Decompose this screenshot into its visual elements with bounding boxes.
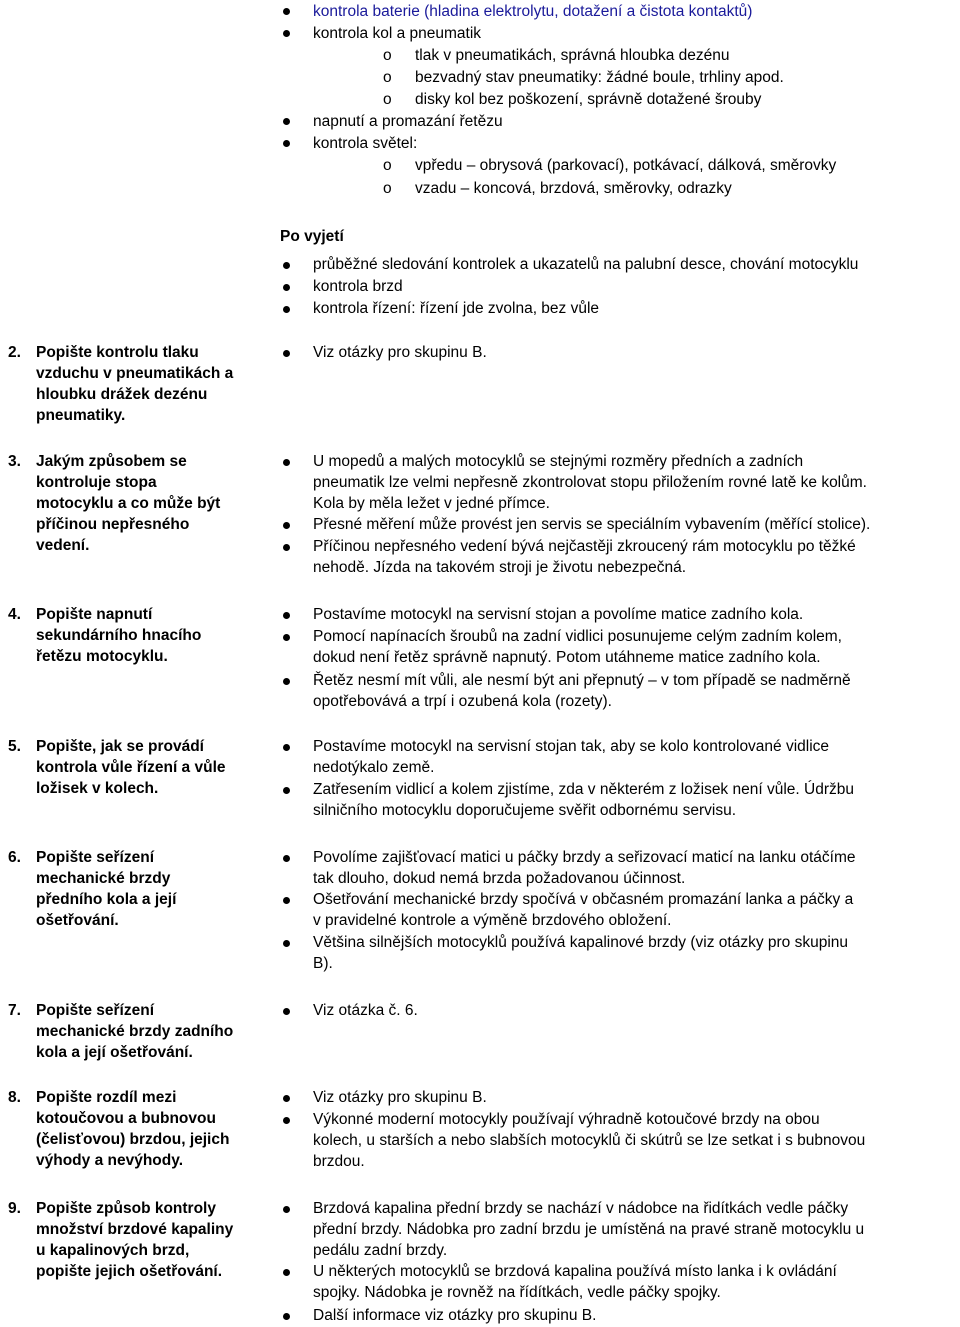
bullet-icon: [283, 1206, 290, 1213]
question-number: 8.: [8, 1089, 21, 1106]
after-ride-item: kontrola řízení: řízení jde zvolna, bez vůle: [313, 300, 600, 317]
after-ride-item: průběžné sledování kontrolek a ukazatelů na palubní desce, chování motocyklu: [313, 256, 859, 273]
question-text-line: Popište napnutí: [36, 606, 153, 623]
sub-bullet-icon: o: [383, 47, 392, 64]
lights-item: kontrola světel:: [313, 135, 418, 152]
question-text-line: motocyklu a co může být: [36, 495, 221, 512]
intro-bullet: kontrola baterie (hladina elektrolytu, dotažení a čistota kontaktů): [313, 3, 753, 20]
bullet-icon: [283, 350, 290, 357]
question-text-line: (čelisťovou) brzdou, jejich: [36, 1131, 230, 1148]
answer-text-line: B).: [313, 955, 333, 972]
question-text-line: Popište seřízení: [36, 849, 155, 866]
after-ride-item: kontrola brzd: [313, 278, 403, 295]
light-sub-item: vpředu – obrysová (parkovací), potkávací, dálková, směrovky: [415, 157, 837, 174]
answer-text-line: Postavíme motocykl na servisní stojan a povolíme matice zadního kola.: [313, 606, 804, 623]
question-text-line: u kapalinových brzd,: [36, 1242, 190, 1259]
answer-text-line: v pravidelné kontrole a výměně brzdového obložení.: [313, 912, 672, 929]
question-number: 4.: [8, 606, 21, 623]
answer-text-line: Příčinou nepřesného vedení bývá nejčastěji zkroucený rám motocyklu po těžké: [313, 538, 856, 555]
bullet-icon: [283, 612, 290, 619]
question-text-line: množství brzdové kapaliny: [36, 1221, 234, 1238]
question-text-line: Popište způsob kontroly: [36, 1200, 216, 1217]
answer-text-line: U některých motocyklů se brzdová kapalina používá místo lanka i k ovládání: [313, 1263, 837, 1280]
bullet-icon: [283, 855, 290, 862]
bullet-icon: [283, 744, 290, 751]
question-text-line: Popište rozdíl mezi: [36, 1089, 177, 1106]
tire-sub-item: disky kol bez poškození, správně dotažené šrouby: [415, 91, 762, 108]
answer-text-line: Viz otázky pro skupinu B.: [313, 1089, 487, 1106]
answer-text-line: opotřebovává a trpí i ozubená kola (rozety).: [313, 693, 612, 710]
question-text-line: Popište seřízení: [36, 1002, 155, 1019]
bullet-icon: [283, 1117, 290, 1124]
answer-text-line: Brzdová kapalina přední brzdy se nachází v nádobce na řidítkách vedle páčky: [313, 1200, 849, 1217]
sub-bullet-icon: o: [383, 91, 392, 108]
bullet-icon: [283, 459, 290, 466]
answer-text-line: Většina silnějších motocyklů používá kapalinové brzdy (viz otázky pro skupinu: [313, 934, 849, 951]
question-text-line: kola a její ošetřování.: [36, 1044, 193, 1061]
question-number: 6.: [8, 849, 21, 866]
question-text-line: hloubku drážek dezénu: [36, 386, 208, 403]
question-text-line: popište jejich ošetřování.: [36, 1263, 223, 1280]
sub-bullet-icon: o: [383, 180, 392, 197]
intro-bullet: kontrola kol a pneumatik: [313, 25, 482, 42]
answer-text-line: Ošetřování mechanické brzdy spočívá v občasném promazání lanka a páčky a: [313, 891, 854, 908]
answer-text-line: pedálu zadní brzdy.: [313, 1242, 448, 1259]
question-text-line: řetězu motocyklu.: [36, 648, 168, 665]
answer-text-line: Přesné měření může provést jen servis se speciálním vybavením (měřící stolice).: [313, 516, 871, 533]
question-text-line: vzduchu v pneumatikách a: [36, 365, 234, 382]
tire-sub-item: bezvadný stav pneumatiky: žádné boule, trhliny apod.: [415, 69, 784, 86]
bullet-icon: [283, 897, 290, 904]
bullet-icon: [283, 787, 290, 794]
question-text-line: kontroluje stopa: [36, 474, 157, 491]
bullet-icon: [283, 30, 290, 37]
bullet-icon: [283, 544, 290, 551]
question-text-line: kontrola vůle řízení a vůle: [36, 759, 226, 776]
question-text-line: ložisek v kolech.: [36, 780, 159, 797]
answer-text-line: U mopedů a malých motocyklů se stejnými rozměry předních a zadních: [313, 453, 804, 470]
question-text-line: kotoučovou a bubnovou: [36, 1110, 216, 1127]
bullet-icon: [283, 678, 290, 685]
answer-text-line: Řetěz nesmí mít vůli, ale nesmí být ani přepnutý – v tom případě se nadměrně: [313, 672, 851, 689]
question-text-line: vedení.: [36, 537, 90, 554]
question-text-line: příčinou nepřesného: [36, 516, 190, 533]
after-ride-heading: Po vyjetí: [280, 228, 344, 245]
answer-text-line: Další informace viz otázky pro skupinu B.: [313, 1307, 597, 1324]
answer-text-line: nehodě. Jízda na takovém stroji je životu nebezpečná.: [313, 559, 687, 576]
question-number: 9.: [8, 1200, 21, 1217]
answer-text-line: přední brzdy. Nádobka pro zadní brzdu je umístěná na pravé straně motocyklu u: [313, 1221, 865, 1238]
answer-text-line: Výkonné moderní motocykly používají výhradně kotoučové brzdy na obou: [313, 1111, 820, 1128]
tire-sub-item: tlak v pneumatikách, správná hloubka dezénu: [415, 47, 730, 64]
question-text-line: výhody a nevýhody.: [36, 1152, 184, 1169]
answer-text-line: kolech, u starších a nebo slabších motocyklů či skútrů se lze setkat i s bubnovou: [313, 1132, 866, 1149]
sub-bullet-icon: o: [383, 157, 392, 174]
bullet-icon: [283, 262, 290, 269]
question-text-line: předního kola a její: [36, 891, 177, 908]
question-text-line: Jakým způsobem se: [36, 453, 187, 470]
bullet-icon: [283, 8, 290, 15]
question-text-line: sekundárního hnacího: [36, 627, 202, 644]
answer-text-line: tak dlouho, dokud nemá brzda požadovanou účinnost.: [313, 870, 686, 887]
sub-bullet-icon: o: [383, 69, 392, 86]
question-text-line: pneumatiky.: [36, 407, 126, 424]
bullet-icon: [283, 284, 290, 291]
answer-text-line: spojky. Nádobka je rovněž na řídítkách, vedle páčky spojky.: [313, 1284, 721, 1301]
answer-text-line: Pomocí napínacích šroubů na zadní vidlici posunujeme celým zadním kolem,: [313, 628, 842, 645]
bullet-icon: [283, 1008, 290, 1015]
answer-text-line: Kola by měla ležet v jedné přímce.: [313, 495, 550, 512]
answer-text-line: silničního motocyklu doporučujeme svěřit odbornému servisu.: [313, 802, 737, 819]
bullet-icon: [283, 1269, 290, 1276]
chain-item: napnutí a promazání řetězu: [313, 113, 503, 130]
answer-text-line: Viz otázky pro skupinu B.: [313, 344, 487, 361]
answer-text-line: Viz otázka č. 6.: [313, 1002, 418, 1019]
question-text-line: ošetřování.: [36, 912, 119, 929]
bullet-icon: [283, 522, 290, 529]
question-text-line: mechanické brzdy zadního: [36, 1023, 234, 1040]
bullet-icon: [283, 940, 290, 947]
answer-text-line: Povolíme zajišťovací matici u páčky brzdy a seřizovací maticí na lanku otáčíme: [313, 849, 856, 866]
question-number: 2.: [8, 344, 21, 361]
question-text-line: Popište kontrolu tlaku: [36, 344, 199, 361]
answer-text-line: Postavíme motocykl na servisní stojan tak, aby se kolo kontrolované vidlice: [313, 738, 830, 755]
bullet-icon: [283, 140, 290, 147]
bullet-icon: [283, 634, 290, 641]
light-sub-item: vzadu – koncová, brzdová, směrovky, odrazky: [415, 180, 732, 197]
question-text-line: Popište, jak se provádí: [36, 738, 204, 755]
bullet-icon: [283, 118, 290, 125]
answer-text-line: Zatřesením vidlicí a kolem zjistíme, zda v některém z ložisek není vůle. Údržbu: [313, 781, 854, 798]
answer-text-line: dokud není řetěz správně napnutý. Potom utáhneme matice zadního kola.: [313, 649, 821, 666]
bullet-icon: [283, 1095, 290, 1102]
question-number: 5.: [8, 738, 21, 755]
question-text-line: mechanické brzdy: [36, 870, 171, 887]
bullet-icon: [283, 1313, 290, 1320]
bullet-icon: [283, 306, 290, 313]
answer-text-line: brzdou.: [313, 1153, 365, 1170]
answer-text-line: nedotýkalo země.: [313, 759, 435, 776]
question-number: 7.: [8, 1002, 21, 1019]
question-number: 3.: [8, 453, 21, 470]
answer-text-line: pneumatik lze velmi nepřesně zkontrolovat stopu přiložením rovné latě ke kolům.: [313, 474, 867, 491]
